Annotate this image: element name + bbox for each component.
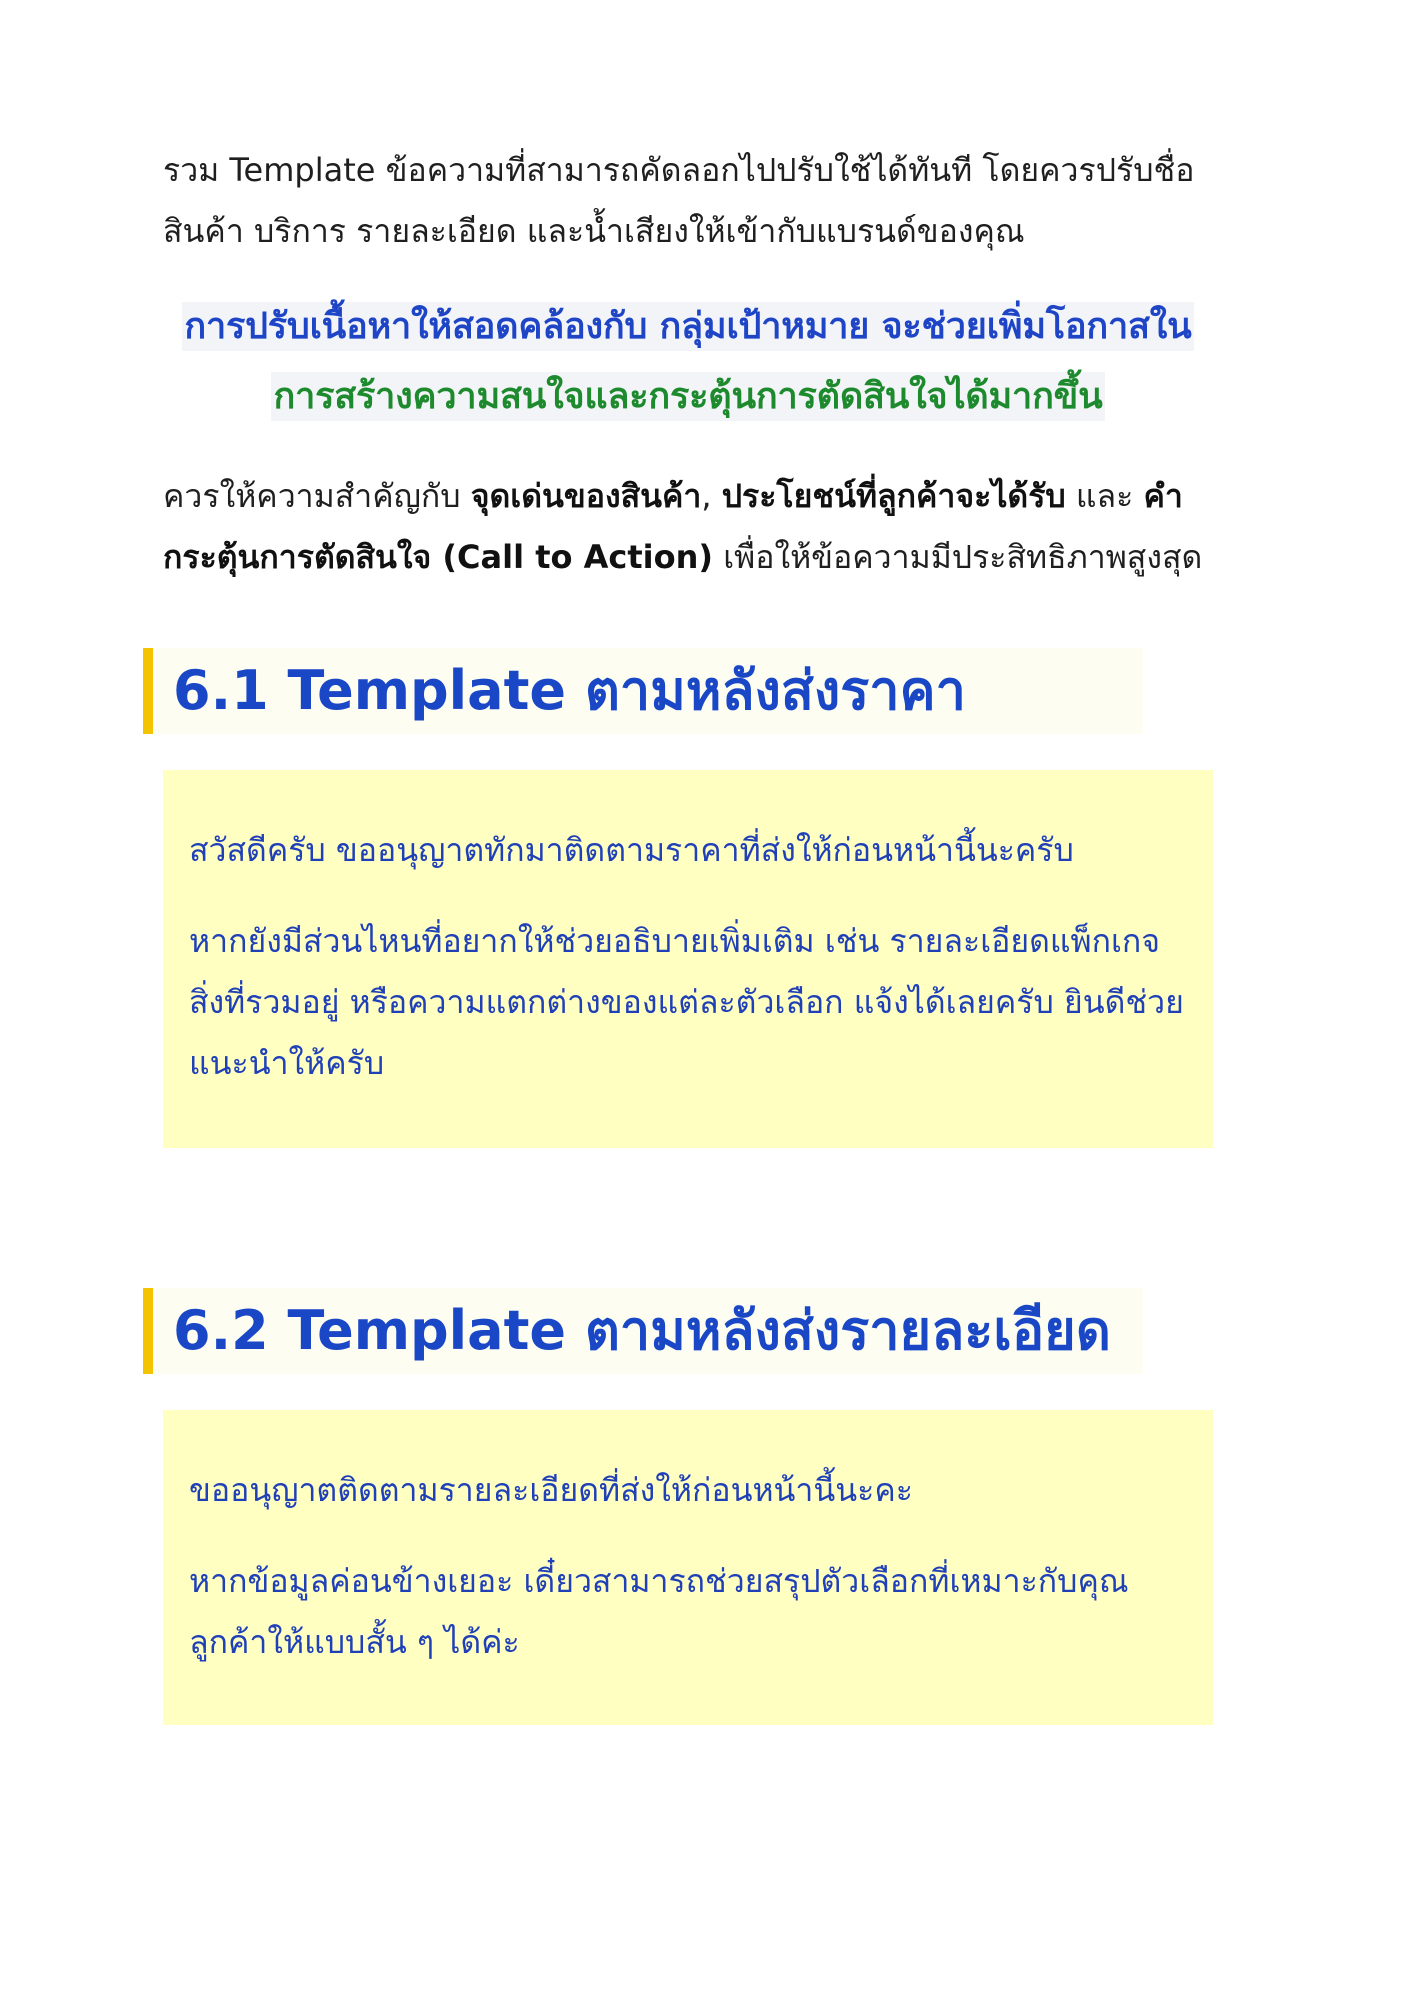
- tips-bold-customer-benefit: ประโยชน์ที่ลูกค้าจะได้รับ: [721, 477, 1066, 515]
- intro-paragraph: รวม Template ข้อความที่สามารถคัดลอกไปปรับใช้ได้ทันที โดยควรปรับชื่อสินค้า บริการ รายละเอียด และน้ำเสียงให้เข้ากับแบรนด์ของคุณ: [163, 151, 1195, 250]
- section-heading-6-1: 6.1 Template ตามหลังส่งราคา: [143, 648, 1143, 734]
- template-box-detail-followup: [163, 1410, 1213, 1725]
- tips-separator-1: ,: [701, 477, 722, 515]
- highlight-line-1: การปรับเนื้อหาให้สอดคล้องกับ กลุ่มเป้าหมาย จะช่วยเพิ่มโอกาสใน: [182, 302, 1193, 351]
- template-paragraph: หากข้อมูลค่อนข้างเยอะ เดี๋ยวสามารถช่วยสรุปตัวเลือกที่เหมาะกับคุณลูกค้าให้แบบสั้น ๆ ได้ค่ะ: [189, 1562, 1129, 1661]
- tips-prefix: ควรให้ความสำคัญกับ: [163, 477, 471, 515]
- tips-paragraph: [163, 466, 1223, 588]
- tips-bold-call-to-action: คำกระตุ้นการตัดสินใจ (Call to Action): [163, 477, 1183, 576]
- template-paragraph: หากยังมีส่วนไหนที่อยากให้ช่วยอธิบายเพิ่มเติม เช่น รายละเอียดแพ็กเกจ สิ่งที่รวมอยู่ หรือความแตกต่างของแต่ละตัวเลือก แจ้งได้เลยครับ ยินดีช่วยแนะนำให้ครับ: [189, 922, 1184, 1082]
- template-paragraph: สวัสดีครับ ขออนุญาตทักมาติดตามราคาที่ส่งให้ก่อนหน้านี้นะครับ: [189, 831, 1074, 869]
- template-box-price-followup: [163, 770, 1213, 1148]
- highlight-line-2: การสร้างความสนใจและกระตุ้นการตัดสินใจได้มากขึ้น: [271, 372, 1104, 421]
- tips-suffix: เพื่อให้ข้อความมีประสิทธิภาพสูงสุด: [713, 538, 1203, 576]
- tips-separator-2: และ: [1065, 477, 1144, 515]
- section-heading-6-2: 6.2 Template ตามหลังส่งรายละเอียด: [143, 1288, 1143, 1374]
- tips-bold-product-highlight: จุดเด่นของสินค้า: [470, 477, 702, 515]
- highlight-callout: [163, 292, 1213, 432]
- template-paragraph: ขออนุญาตติดตามรายละเอียดที่ส่งให้ก่อนหน้านี้นะคะ: [189, 1471, 913, 1509]
- document-page: [163, 140, 1213, 1725]
